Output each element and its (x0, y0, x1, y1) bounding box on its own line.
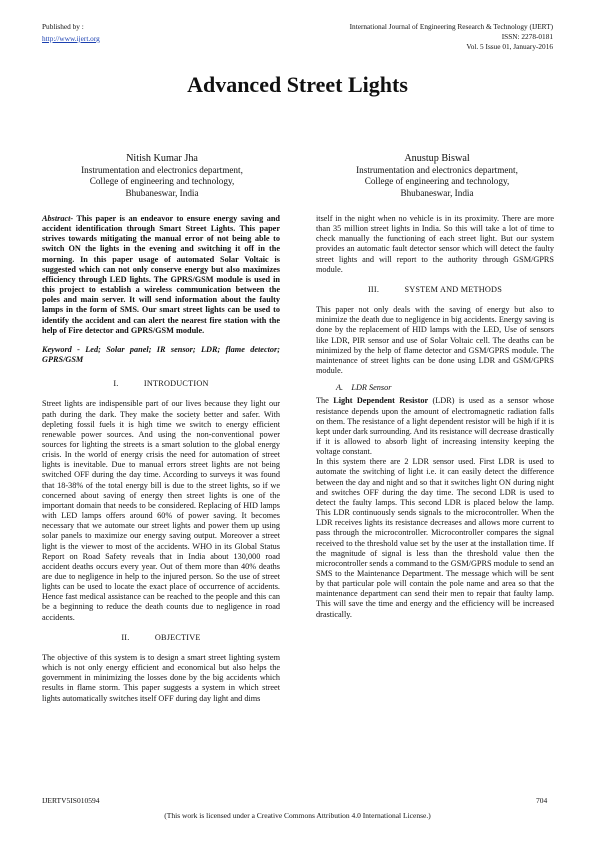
volume-issue: Vol. 5 Issue 01, January-2016 (466, 42, 553, 51)
introduction-text: Street lights are indispensible part of our lives because they light our path during the dark. They make the society better and safer. With depleting fossil fuels it is high time we switch to energy efficient renewable power sources. And using the non-conventional power sources for lighting the streets is a smart solution to the global energy crisis. In the world of energy crisis the need for automation of street lights is inevitable. Due to manual errors street lights are not being switched OFF during the day time. According to surveys it was found that 18-38% of the total energy bill is due to the street lights, so if we concerned about saving of energy then street lights is one of the important domain that needs to be considered. Replacing of HID lamps with LED lamps offers around 60% of power saving. It becomes necessary that we automate our street lights and power them up using solar panels to maximize our energy saving output. Moreover a street light is the viewer to most of the accidents. WHO in its Global Status Report on Road Safety reveals that in India about 130,000 road accident deaths occurs every year. Out of them more than 40% deaths are due to negligence in help to the injured person. So the use of street lights can be used to locate the exact place of occurrence of accidents. Hence fast medical assistance can be reached to the people and this can be a beginning to reduce the death counts due to negligence in road accidents. (42, 399, 280, 622)
author-city: Bhubaneswar, India (400, 187, 474, 198)
author-dept: Instrumentation and electronics department, (356, 164, 518, 175)
journal-url-link[interactable]: http://www.ijert.org (42, 34, 100, 43)
license-note: (This work is licensed under a Creative Commons Attribution 4.0 International License.) (164, 811, 431, 820)
publisher-label: Published by : (42, 22, 84, 31)
ldr-text (316, 396, 554, 457)
objective-text: The objective of this system is to design a smart street lighting system which is not only energy efficient and economical but also helps the government in minimizing the losses done by the big accidents which results in flame storm. This paper suggests a system in which street lights automatically switches itself OFF during day light and dims (42, 652, 280, 703)
subsection-heading-ldr: A. LDR Sensor (336, 383, 392, 393)
abstract (42, 214, 280, 336)
right-column (316, 214, 554, 620)
ldr-text-2: In this system there are 2 LDR sensor used. First LDR is used to automate the switching of light i.e. it can easily detect the difference between the day and night and so that it switches light ON during night and switches OFF during the day time. The second LDR is used to detect the faulty lamps. This second LDR is placed below the lamp. This LDR continuously sends signals to the microcontroller. When the LDR receives lights its resistance decreases and allows more current to pass through the microcontroller. Microcontroller compares the signal received to the threshold value set by the user at the installation time. If the magnitude of signal is less than the threshold value then the microcontroller sends a command to the GSM/GPRS module to send an SMS to the Maintenance Department. The message which will be sent by that particular pole will contain the pole name and area so that the maintenance department can send their men to repair that faulty lamp. This will save the time and energy and the efficiency will be increased drastically. (316, 457, 554, 619)
paper-id: IJERTV5IS010594 (42, 796, 100, 805)
author-college: College of engineering and technology, (89, 176, 235, 187)
author-dept: Instrumentation and electronics department, (81, 164, 243, 175)
paper-title: Advanced Street Lights (187, 72, 408, 97)
ldr-term: Light Dependent Resistor (333, 396, 429, 406)
journal-header (350, 22, 553, 52)
journal-name: International Journal of Engineering Research & Technology (IJERT) (349, 22, 553, 31)
section-heading-introduction: I. INTRODUCTION (113, 379, 209, 389)
page-number: 704 (536, 796, 548, 805)
author-city: Bhubaneswar, India (125, 187, 199, 198)
abstract-label: Abstract- (42, 214, 74, 223)
abstract-text: This paper is an endeavor to ensure energy saving and accident identification through Smart Street Lights. This paper strives towards mitigating the manual error of not being able to switch ON the lights in the evening and switching it off in the morning. In this paper usage of automated Solar Voltaic is suggested which can not only conserve energy but also maximizes efficiency through LED lights. The GPRS/GSM module is used in this project to establish a wireless communication between the poles and main server. It will send information about the faulty lamps in the form of SMS. Our smart street lights can be used to identify the accident and can alert the nearest fire station with the help of Fire detector and GPRS/GSM module. (42, 214, 280, 335)
author-block-1 (42, 153, 282, 199)
section-heading-objective: II. OBJECTIVE (121, 632, 201, 642)
author-name: Anustup Biswal (404, 153, 470, 164)
author-name: Nitish Kumar Jha (126, 153, 198, 164)
author-college: College of engineering and technology, (364, 176, 510, 187)
section-heading-system: III. SYSTEM AND METHODS (367, 284, 503, 294)
keywords: Keyword - Led; Solar panel; IR sensor; LDR; flame detector; GPRS/GSM (42, 344, 280, 365)
ldr-text-body: (LDR) is used as a sensor whose resistance depends upon the amount of electromagnetic radiation falls on them. The resistance of a light dependent resistor will be high if it is kept under dark surrounding. And its resistance will decrease drastically if it is allowed to absorb light of increasing intensity keeping the voltage constant. (316, 396, 554, 457)
left-column (42, 214, 280, 704)
system-text: This paper not only deals with the saving of energy but also to minimize the death due to negligence in big accidents. Energy saving is done by the replacement of HID lamps with the LED, Use of sensors like LDR, PIR sensor and use of Solar Voltaic cell. The deaths can be minimized by the help of flame detector and GSM/GPRS module. The maintenance of street lights can be done using LDR and GSM/GPRS module. (316, 305, 554, 376)
author-block-2 (317, 153, 557, 199)
issn: ISSN: 2278-0181 (501, 32, 553, 41)
ldr-text-pre: The (316, 396, 334, 406)
objective-text-continued: itself in the night when no vehicle is in its proximity. There are more than 35 million street lights in India. So this will take a lot of time to check manually the functioning of each street light. But our system provides an automatic fault detector sensor which will detect the faulty street lights and will report to the authority through GSM/GPRS module. (316, 214, 554, 274)
